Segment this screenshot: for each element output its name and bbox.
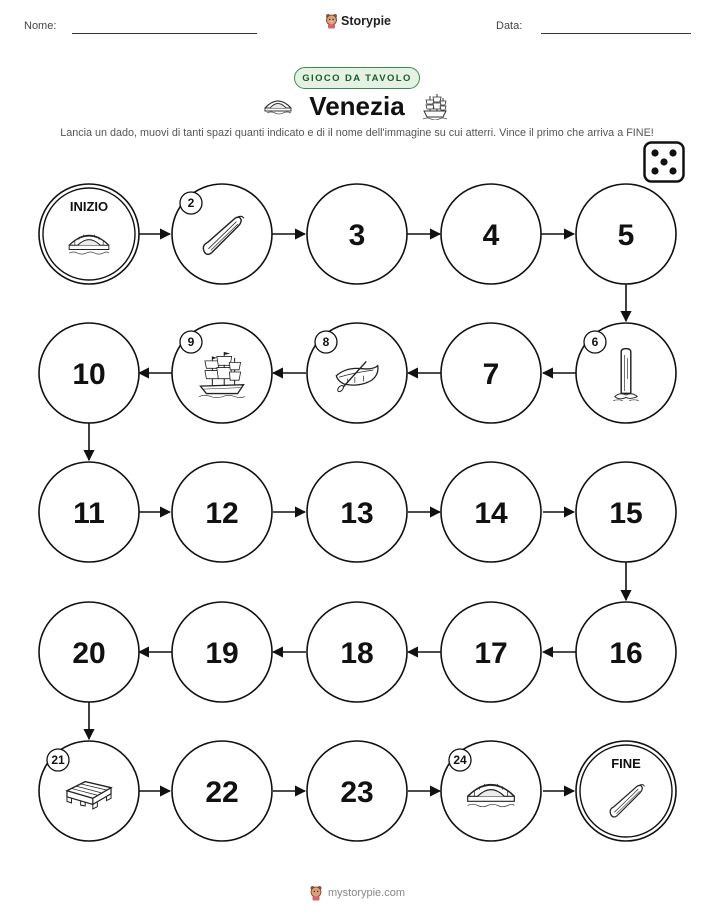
space-number: 15: [609, 497, 643, 530]
space-number: 9: [187, 335, 195, 349]
space-number: 10: [72, 358, 106, 391]
space-number: 21: [51, 753, 65, 767]
page-title: Venezia: [309, 91, 405, 121]
instructions: Lancia un dado, muovi di tanti spazi quanti indicato e di il nome dell'immagine su cui atterri. Vince il primo che arriva a FINE!: [60, 127, 654, 139]
brand-name: Storypie: [341, 14, 392, 28]
space-number: 16: [609, 637, 643, 670]
board-space-8: [307, 323, 407, 423]
board-space-11: [39, 462, 139, 562]
footer-site: mystorypie.com: [328, 887, 406, 899]
start-label: INIZIO: [69, 199, 109, 214]
board-space-17: [441, 602, 541, 702]
board-space-19: [172, 602, 272, 702]
space-number: 14: [474, 497, 508, 530]
board-space-18: [307, 602, 407, 702]
storypie-mascot-icon: [309, 885, 323, 901]
space-number: 20: [72, 637, 106, 670]
space-number: 2: [187, 196, 195, 210]
board-space-22: [172, 741, 272, 841]
board-space-14: [441, 462, 541, 562]
space-number: 6: [591, 335, 599, 349]
space-number: 23: [340, 776, 374, 809]
footer: [309, 885, 405, 901]
board-space-21: [39, 741, 139, 841]
space-number: 17: [474, 637, 508, 670]
board-space-1: [39, 184, 139, 284]
board-space-3: [307, 184, 407, 284]
space-number: 8: [322, 335, 330, 349]
board-space-12: [172, 462, 272, 562]
board-space-15: [576, 462, 676, 562]
board-space-9: [172, 323, 272, 423]
board-space-2: [172, 184, 272, 284]
space-number: 7: [482, 358, 500, 391]
space-number: 24: [453, 753, 467, 767]
board-space-25: [576, 741, 676, 841]
date-label: Data:: [496, 20, 523, 32]
board-space-24: [441, 741, 541, 841]
game-type-badge: GIOCO DA TAVOLO: [294, 67, 420, 89]
board-space-16: [576, 602, 676, 702]
board-space-6: [576, 323, 676, 423]
board-space-4: [441, 184, 541, 284]
end-label: FINE: [611, 756, 641, 771]
board-space-20: [39, 602, 139, 702]
board-space-7: [441, 323, 541, 423]
space-number: 13: [340, 497, 374, 530]
board-space-23: [307, 741, 407, 841]
space-number: 5: [617, 219, 635, 252]
board-space-5: [576, 184, 676, 284]
space-number: 11: [73, 497, 105, 530]
board-space-13: [307, 462, 407, 562]
board-space-10: [39, 323, 139, 423]
space-number: 22: [205, 776, 239, 809]
space-number: 4: [482, 219, 500, 252]
space-number: 3: [348, 219, 366, 252]
space-number: 19: [205, 637, 239, 670]
space-number: 18: [340, 637, 374, 670]
name-label: Nome:: [24, 20, 57, 32]
space-number: 12: [205, 497, 239, 530]
